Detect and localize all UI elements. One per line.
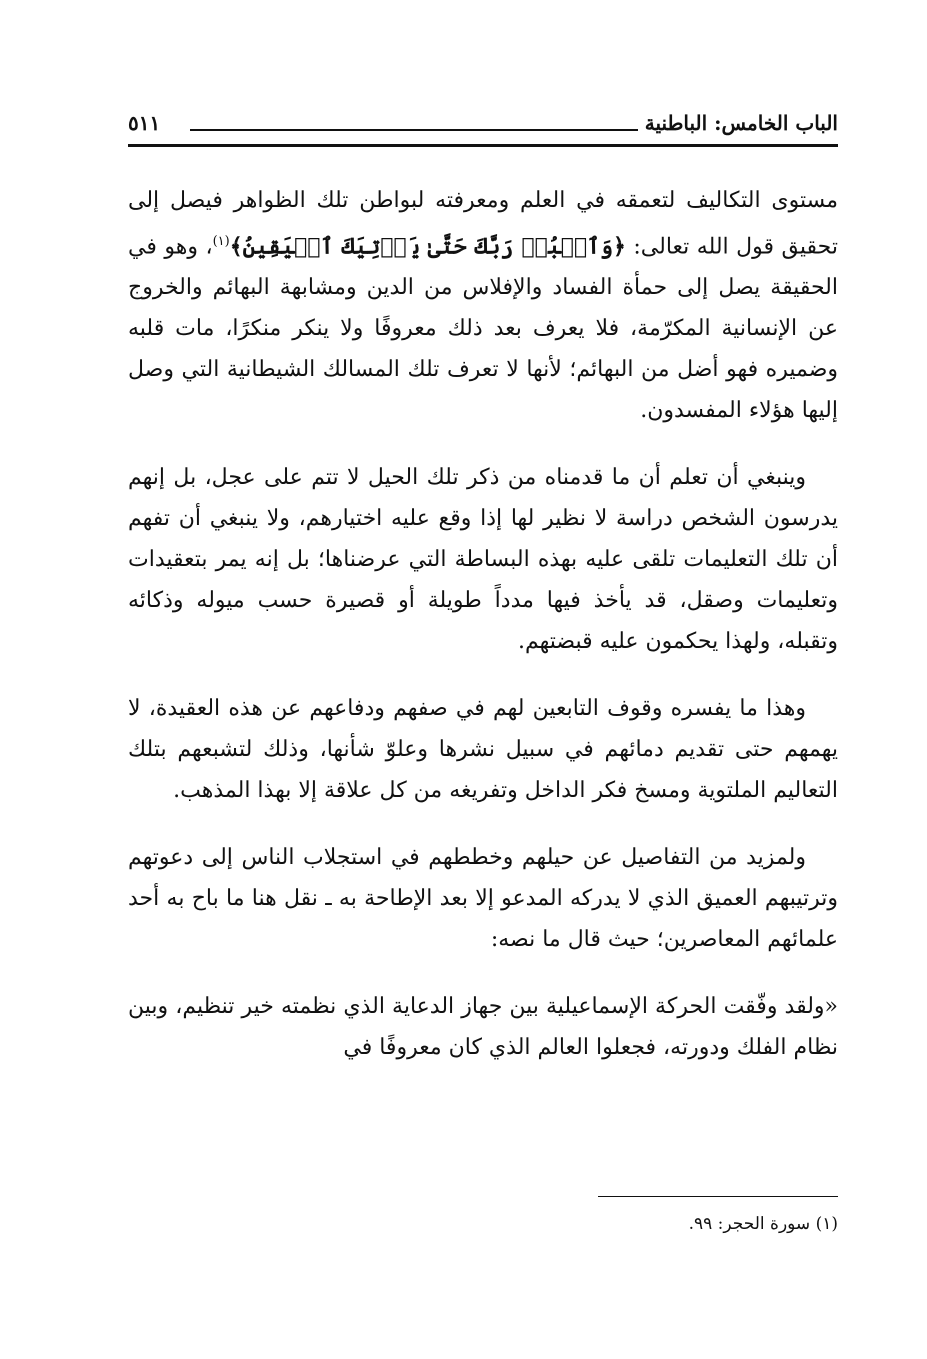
paragraph-text: ، وهو في الحقيقة يصل إلى حمأة الفساد والإفلاس من الدين ومشابهة البهائم والخروج عن الإنسانية المكرّمة، فلا يعرف بعد ذلك معروفًا ولا ينكر منكرًا، مات قلبه وضميره فهو أضل من البهائم؛ لأنها لا تعرف تلك المسالك الشيطانية التي وصل إليها هؤلاء المفسدون. (128, 234, 838, 424)
running-header (128, 108, 838, 142)
header-divider (128, 144, 838, 147)
quotation: «ولقد وفّقت الحركة الإسماعيلية بين جهاز الدعاية الذي نظمته خير تنظيم، وبين نظام الفلك ودورته، فجعلوا العالم الذي كان معروفًا في (128, 994, 838, 1061)
footnote-divider (598, 1196, 838, 1197)
paragraph-text: مستوى التكاليف لتعمقه في العلم ومعرفته لبواطن تلك الظواهر فيصل إلى تحقيق قول الله تعالى: (128, 188, 838, 260)
footnote-reference: (١) (212, 234, 230, 249)
page-number: ٥١١ (128, 111, 161, 135)
chapter-title: الباب الخامس: الباطنية (644, 111, 838, 135)
paragraph: وهذا ما يفسره وقوف التابعين لهم في صفهم ودفاعهم عن هذه العقيدة، لا يهمهم حتى تقديم دمائهم في سبيل نشرها وعلوّ شأنها، وذلك لتشبعهم بتلك التعاليم الملتوية ومسخ فكر الداخل وتفريغه من كل علاقة إلا بهذا المذهب. (128, 696, 838, 804)
paragraph: ولمزيد من التفاصيل عن حيلهم وخططهم في استجلاب الناس إلى دعوتهم وترتيبهم العميق الذي لا يدركه المدعو إلا بعد الإطاحة به ـ نقل هنا ما باح به أحد علمائهم المعاصرين؛ حيث قال ما نصه: (128, 845, 838, 953)
footnote: (١) سورة الحجر: ٩٩. (688, 1214, 838, 1234)
header-rule (190, 129, 638, 131)
paragraph (128, 180, 838, 431)
paragraph: وينبغي أن تعلم أن ما قدمناه من ذكر تلك الحيل لا تتم على عجل، بل إنهم يدرسون الشخص دراسة لا نظير لها إذا وقع عليه اختيارهم، ولا ينبغي أن تفهم أن تلك التعليمات تلقى عليه بهذه البساطة التي عرضناها؛ بل إنه يمر بتعقيدات وتعليمات وصقل، قد يأخذ فيها مدداً طويلة أو قصيرة حسب ميوله وذكائه وتقبله، ولهذا يحكمون عليه قبضتهم. (128, 465, 838, 655)
body-text (128, 180, 838, 1094)
quran-verse: ﴿وَٱعۡبُدۡ رَبَّكَ حَتَّىٰ يَأۡتِيَكَ ٱلۡيَقِينُ﴾ (229, 233, 626, 260)
